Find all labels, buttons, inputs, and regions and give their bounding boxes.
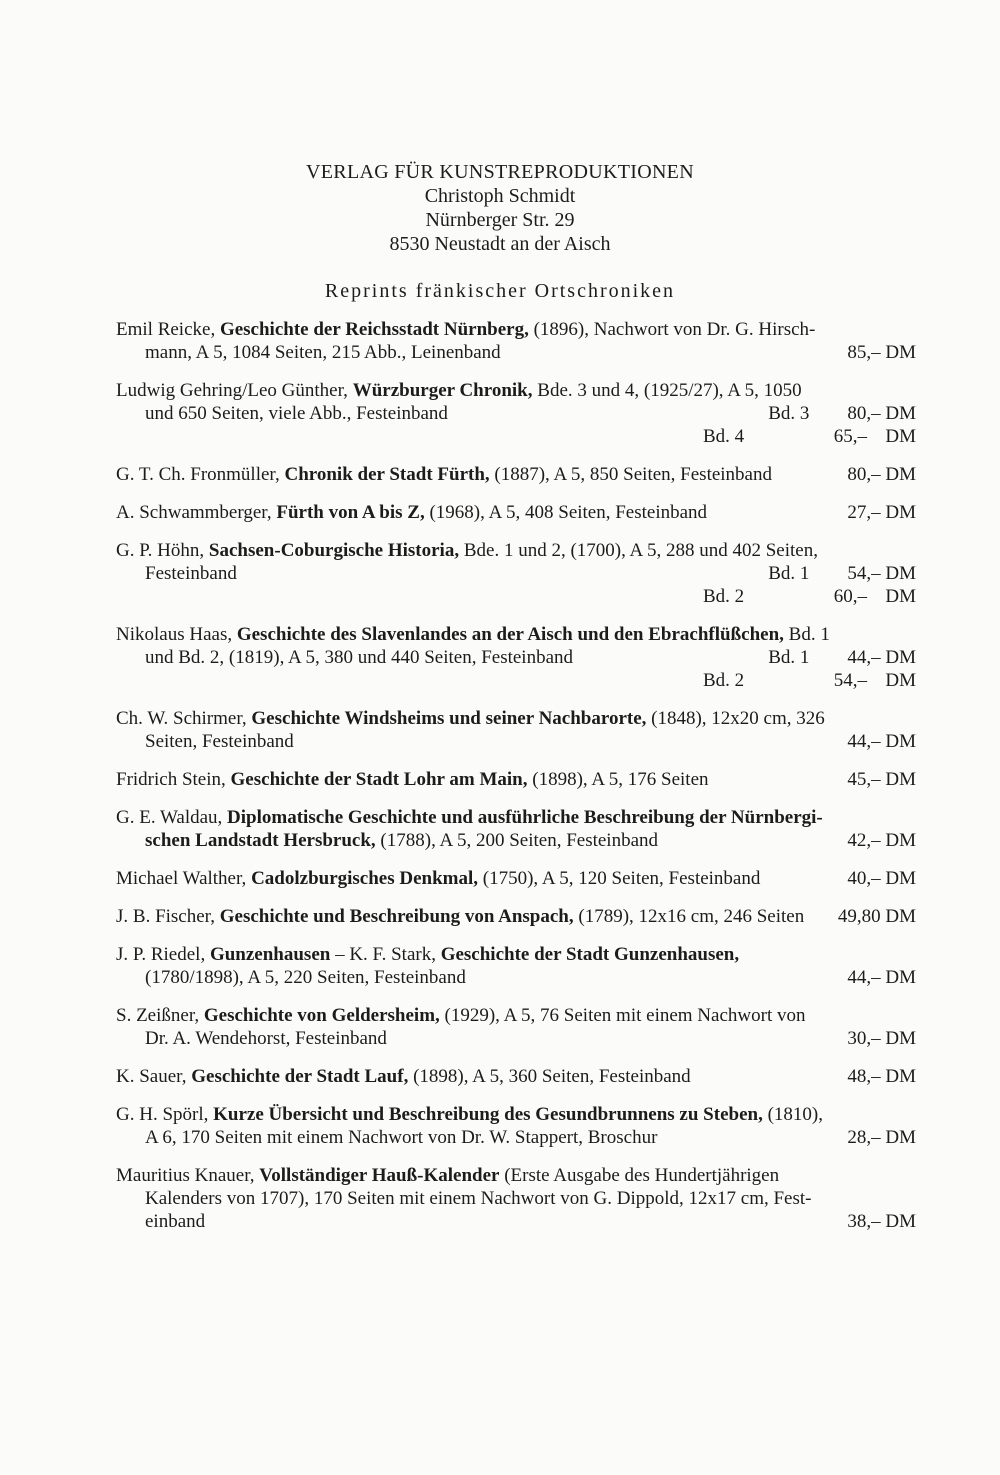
entry-first-line	[116, 379, 916, 402]
entry-row	[116, 463, 916, 486]
entry-details: (1750), A 5, 120 Seiten, Festeinband	[478, 868, 761, 889]
entry-author: Ch. W. Schirmer,	[116, 708, 252, 729]
price-amount: 54,–	[847, 563, 886, 584]
list-item	[116, 1164, 916, 1233]
list-item	[116, 379, 916, 448]
entry-row	[116, 867, 916, 890]
price	[831, 341, 916, 364]
entry-details: – K. F. Stark,	[330, 944, 436, 965]
entry-first-line	[116, 1103, 916, 1126]
price-amount: 45,–	[847, 769, 886, 790]
entry-row	[116, 1210, 916, 1233]
price-amount: 42,–	[847, 830, 886, 851]
entry-author: Emil Reicke,	[116, 319, 220, 340]
entry-row	[116, 905, 916, 928]
price-currency: DM	[885, 868, 916, 889]
price-currency: DM	[885, 586, 916, 607]
entry-row	[116, 1065, 916, 1088]
publisher-header	[0, 160, 1000, 256]
price-currency: DM	[885, 563, 916, 584]
list-item	[116, 806, 916, 852]
price-currency: DM	[885, 1127, 916, 1148]
entry-row	[116, 1126, 916, 1149]
entry-details: (1810),	[762, 1104, 823, 1125]
entry-first-line	[116, 539, 916, 562]
entry-row	[116, 1027, 916, 1050]
entry-author: Fridrich Stein,	[116, 769, 231, 790]
entry-title: Geschichte Windsheims und seiner Nachbarorte,	[251, 708, 647, 729]
entry-title: Geschichte des Slavenlandes an der Aisch und den Ebrachflüßchen,	[236, 624, 784, 645]
price	[831, 966, 916, 989]
entry-details: und 650 Seiten, viele Abb., Festeinband	[145, 403, 448, 424]
price-currency: DM	[885, 403, 916, 424]
entry-details: (1887), A 5, 850 Seiten, Festeinband	[489, 464, 772, 485]
street-address: Nürnberger Str. 29	[425, 209, 575, 231]
price	[831, 501, 916, 524]
entry-author: K. Sauer,	[116, 1066, 192, 1087]
list-item	[116, 623, 916, 692]
volume-label: Bd. 4	[703, 426, 745, 447]
entry-title: Geschichte der Stadt Lauf,	[191, 1066, 409, 1087]
entry-details: (1896), Nachwort von Dr. G. Hirsch-	[528, 319, 816, 340]
entry-continuation: Kalenders von 1707), 170 Seiten mit einem Nachwort von G. Dippold, 12x17 cm, Fest-	[145, 1188, 812, 1209]
list-item	[116, 943, 916, 989]
price	[831, 1065, 916, 1088]
entry-continuation: Seiten, Festeinband	[145, 731, 294, 752]
publisher-name: VERLAG FÜR KUNSTREPRODUKTIONEN	[306, 161, 694, 183]
list-item	[116, 318, 916, 364]
price-line	[116, 585, 916, 608]
price-amount: 48,–	[847, 1066, 886, 1087]
price	[752, 562, 916, 585]
entry-continuation: mann, A 5, 1084 Seiten, 215 Abb., Leinenband	[145, 342, 501, 363]
entry-title: Kurze Übersicht und Beschreibung des Gesundbrunnens zu Steben,	[213, 1104, 763, 1125]
entry-title: Geschichte von Geldersheim,	[203, 1005, 440, 1026]
entry-details: (1898), A 5, 360 Seiten, Festeinband	[408, 1066, 691, 1087]
price-amount: 65,–	[833, 426, 867, 447]
price-currency: DM	[885, 967, 916, 988]
price-currency: DM	[885, 1066, 916, 1087]
price-line	[116, 425, 916, 448]
entry-title: Fürth von A bis Z,	[276, 502, 425, 523]
entry-row	[145, 646, 916, 669]
entry-row	[116, 341, 916, 364]
list-item	[116, 768, 916, 791]
list-item	[116, 501, 916, 524]
entry-row	[145, 402, 916, 425]
entry-details: Bd. 1	[783, 624, 830, 645]
owner-name: Christoph Schmidt	[424, 185, 576, 207]
price-currency: DM	[885, 1028, 916, 1049]
entry-title: Geschichte der Reichsstadt Nürnberg,	[219, 319, 529, 340]
entry-author: S. Zeißner,	[116, 1005, 204, 1026]
price-currency: DM	[885, 731, 916, 752]
entry-continuation	[116, 562, 916, 585]
entry-continuation	[116, 402, 916, 425]
entry-first-line	[116, 943, 916, 966]
price-amount: 40,–	[847, 868, 886, 889]
entry-row	[116, 768, 916, 791]
entry-author: Michael Walther,	[116, 868, 252, 889]
price	[831, 1027, 916, 1050]
entry-first-line	[116, 318, 916, 341]
entry-continuation: A 6, 170 Seiten mit einem Nachwort von Dr. W. Stappert, Broschur	[145, 1127, 658, 1148]
entry-title: Sachsen-Coburgische Historia,	[208, 540, 460, 561]
entry-continuation: Dr. A. Wendehorst, Festeinband	[145, 1028, 387, 1049]
price-currency: DM	[885, 1211, 916, 1232]
price-amount: 44,–	[847, 967, 886, 988]
volume-label: Bd. 2	[703, 586, 745, 607]
entry-details: (1929), A 5, 76 Seiten mit einem Nachwort von	[439, 1005, 806, 1026]
entry-first-line	[116, 623, 916, 646]
entry-first-line	[116, 806, 916, 829]
entry-continuation: schen Landstadt Hersbruck, (1788), A 5, 200 Seiten, Festeinband	[145, 830, 659, 851]
list-item	[116, 905, 916, 928]
price-amount: 85,–	[847, 342, 886, 363]
price	[831, 768, 916, 791]
entry-details: (1789), 12x16 cm, 246 Seiten	[573, 906, 805, 927]
volume-label: Bd. 2	[703, 670, 745, 691]
price-amount: 44,–	[847, 647, 886, 668]
price	[831, 1210, 916, 1233]
entry-author: Mauritius Knauer,	[116, 1165, 260, 1186]
volume-label: Bd. 3	[768, 403, 848, 424]
book-list	[116, 318, 916, 1248]
entry-title: Chronik der Stadt Fürth,	[284, 464, 490, 485]
price-currency: DM	[885, 906, 916, 927]
entry-title-continued: schen Landstadt Hersbruck,	[145, 830, 381, 851]
entry-author: A. Schwammberger,	[116, 502, 277, 523]
price-amount: 80,–	[847, 464, 886, 485]
price-currency: DM	[885, 670, 916, 691]
entry-title: Diplomatische Geschichte und ausführliche Beschreibung der Nürnbergi-	[227, 807, 823, 828]
price-amount: 80,–	[847, 403, 886, 424]
entry-title: Geschichte der Stadt Lohr am Main,	[230, 769, 528, 790]
price-line	[116, 669, 916, 692]
volume-label: Bd. 1	[768, 563, 848, 584]
entry-details: (1848), 12x20 cm, 326	[646, 708, 825, 729]
price	[831, 1126, 916, 1149]
entry-details: Festeinband	[145, 563, 237, 584]
list-item	[116, 867, 916, 890]
price-amount: 28,–	[847, 1127, 886, 1148]
entry-author: J. P. Riedel,	[116, 944, 210, 965]
entry-title: Gunzenhausen	[209, 944, 331, 965]
price-currency: DM	[885, 426, 916, 447]
entry-title: Cadolzburgisches Denkmal,	[251, 868, 479, 889]
entry-first-line	[116, 768, 831, 791]
entry-author: G. H. Spörl,	[116, 1104, 214, 1125]
entry-details: (Erste Ausgabe des Hundertjährigen	[499, 1165, 780, 1186]
list-item	[116, 707, 916, 753]
price-currency: DM	[885, 769, 916, 790]
price-currency: DM	[885, 830, 916, 851]
price	[752, 402, 916, 425]
entry-first-line	[116, 463, 831, 486]
entry-author: G. T. Ch. Fronmüller,	[116, 464, 285, 485]
entry-author: G. P. Höhn,	[116, 540, 209, 561]
price-currency: DM	[885, 647, 916, 668]
city-address: 8530 Neustadt an der Aisch	[389, 233, 611, 255]
entry-title: Geschichte und Beschreibung von Anspach,	[219, 906, 574, 927]
price-currency: DM	[885, 464, 916, 485]
entry-row	[116, 730, 916, 753]
volume-label: Bd. 1	[768, 647, 848, 668]
entry-row	[116, 829, 916, 852]
entry-row	[116, 966, 916, 989]
entry-title: Würzburger Chronik,	[352, 380, 533, 401]
entry-row	[116, 501, 916, 524]
price	[831, 463, 916, 486]
price	[831, 829, 916, 852]
price	[752, 646, 916, 669]
entry-author: G. E. Waldau,	[116, 807, 228, 828]
entry-first-line	[116, 1065, 831, 1088]
entry-details: Bde. 3 und 4, (1925/27), A 5, 1050	[532, 380, 802, 401]
entry-first-line	[116, 707, 916, 730]
price-amount: 49,80	[837, 906, 886, 927]
entry-author: Ludwig Gehring/Leo Günther,	[116, 380, 353, 401]
price-amount: 30,–	[847, 1028, 886, 1049]
price-amount: 27,–	[847, 502, 886, 523]
section-title: Reprints fränkischer Ortschroniken	[324, 280, 676, 302]
list-item	[116, 1103, 916, 1149]
entry-details: (1898), A 5, 176 Seiten	[527, 769, 709, 790]
entry-first-line	[116, 1004, 916, 1027]
price-amount: 54,–	[833, 670, 867, 691]
entry-first-line	[116, 905, 822, 928]
entry-first-line	[116, 867, 831, 890]
entry-continuation: einband	[145, 1211, 206, 1232]
entry-continuation: (1780/1898), A 5, 220 Seiten, Festeinband	[145, 967, 466, 988]
entry-details: (1968), A 5, 408 Seiten, Festeinband	[424, 502, 708, 523]
entry-title-second: Geschichte der Stadt Gunzenhausen,	[440, 944, 740, 965]
entry-author: Nikolaus Haas,	[116, 624, 237, 645]
list-item	[116, 1004, 916, 1050]
list-item	[116, 463, 916, 486]
price	[831, 730, 916, 753]
entry-details: Bde. 1 und 2, (1700), A 5, 288 und 402 Seiten,	[459, 540, 818, 561]
price	[822, 905, 916, 928]
entry-first-line	[116, 1164, 916, 1187]
price-amount: 38,–	[847, 1211, 886, 1232]
price	[831, 867, 916, 890]
price-currency: DM	[885, 502, 916, 523]
price-amount: 60,–	[833, 586, 867, 607]
list-item	[116, 1065, 916, 1088]
entry-first-line	[116, 501, 831, 524]
price-amount: 44,–	[847, 731, 886, 752]
entry-row	[145, 562, 916, 585]
entry-title: Vollständiger Hauß-Kalender	[259, 1165, 500, 1186]
entry-author: J. B. Fischer,	[116, 906, 220, 927]
entry-continuation	[116, 646, 916, 669]
entry-details: und Bd. 2, (1819), A 5, 380 und 440 Seiten, Festeinband	[145, 647, 574, 668]
price-currency: DM	[885, 342, 916, 363]
list-item	[116, 539, 916, 608]
